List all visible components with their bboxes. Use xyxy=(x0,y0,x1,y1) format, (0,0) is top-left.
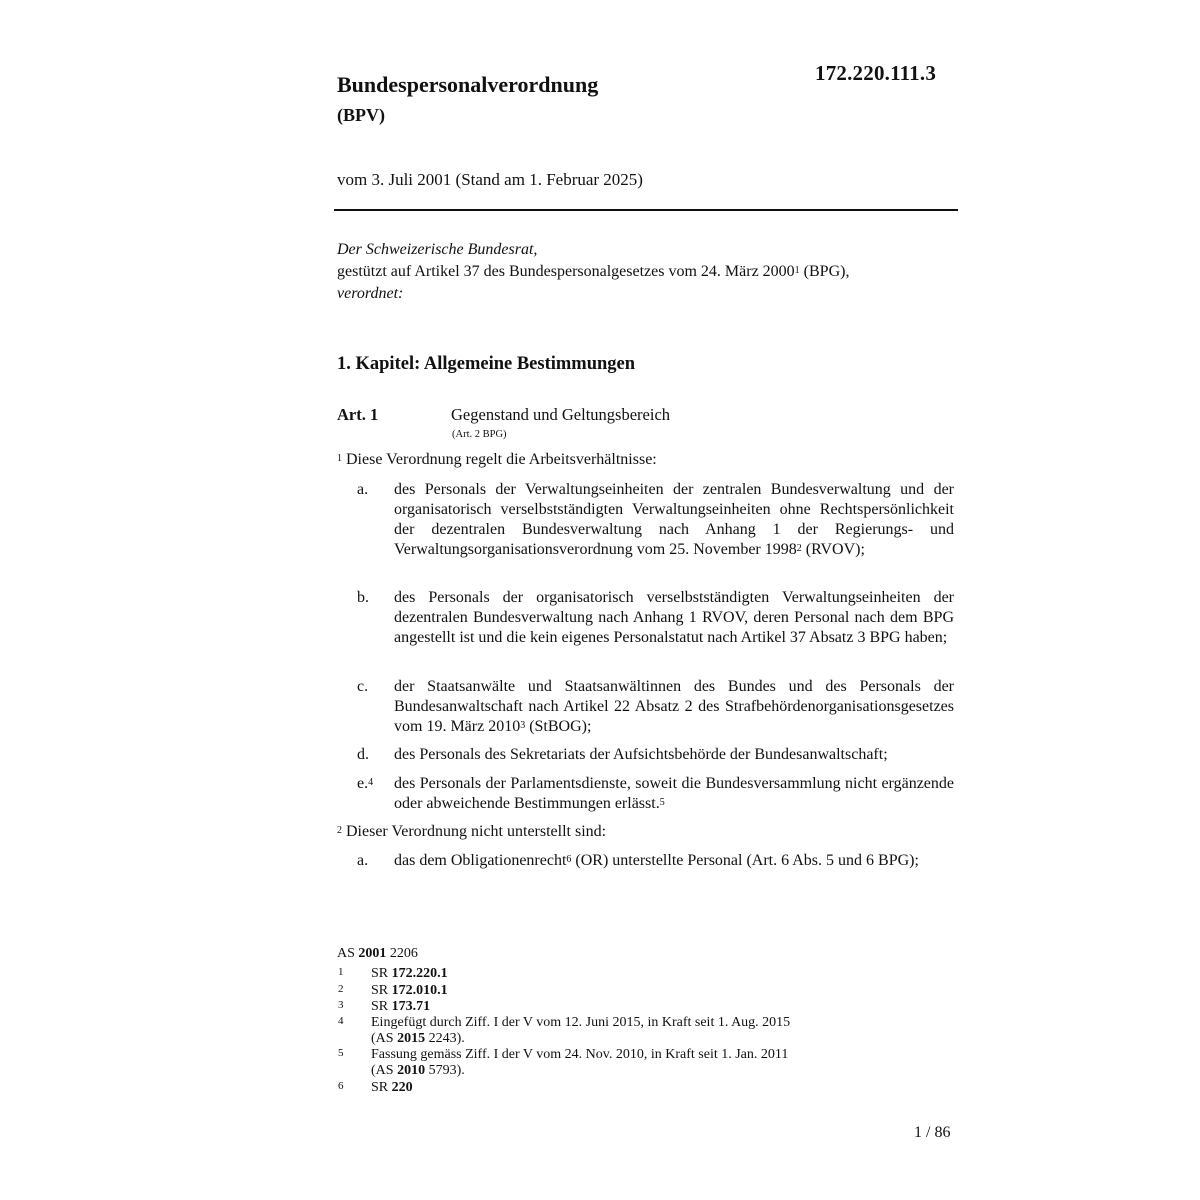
list-item: des Personals des Sekretariats der Aufsichtsbehörde der Bundesanwaltschaft; xyxy=(394,746,888,763)
footnote: SR 220 xyxy=(371,1080,413,1095)
footnote: SR 172.010.1 xyxy=(371,983,448,998)
footnote-number: 2 xyxy=(338,983,344,995)
document-date: vom 3. Juli 2001 (Stand am 1. Februar 2025) xyxy=(337,170,643,189)
header-divider xyxy=(334,209,958,211)
sr-link[interactable]: 173.71 xyxy=(391,999,431,1014)
article-title: Gegenstand und Geltungsbereich xyxy=(451,405,671,424)
article-number: Art. 1 xyxy=(337,405,379,424)
article-reference: (Art. 2 BPG) xyxy=(452,429,507,440)
document-abbreviation: (BPV) xyxy=(337,105,385,125)
list-item: das dem Obligationenrecht$^6$ (OR) unterstellte Personal (Art. 6 Abs. 5 und 6 BPG); xyxy=(394,852,919,869)
list-item: der Staatsanwälte und Staatsanwältinnen des Bundes und des Personals der Bundesanwaltschaft nach Artikel 22 Absatz 2 des Strafbehördenorganisationsgesetzes vom 19. März 2010$^3$ (StBOG); xyxy=(394,678,954,735)
as-link[interactable]: 2010 xyxy=(397,1063,426,1078)
footnote-ref[interactable]: 3 xyxy=(520,720,526,731)
sr-link[interactable]: 172.220.1 xyxy=(391,966,448,981)
list-item-label: d. xyxy=(357,746,369,763)
preamble xyxy=(337,239,957,305)
paragraph-1: $^1$ Diese Verordnung regelt die Arbeitsverhältnisse: xyxy=(337,451,657,468)
footnote-number: 4 xyxy=(338,1015,344,1027)
document-title: Bundespersonalverordnung xyxy=(337,72,599,97)
as-link[interactable]: 2015 xyxy=(397,1031,426,1046)
preamble-basis: gestützt auf Artikel 37 des Bundespersonalgesetzes vom 24. März 2000$^1$ (BPG), xyxy=(337,263,850,280)
list-item-label: b. xyxy=(357,589,369,606)
footnote-ref[interactable]: 5 xyxy=(659,797,665,808)
list-item: des Personals der Parlamentsdienste, soweit die Bundesversammlung nicht ergänzende oder abweichende Bestimmungen erlässt.$^5$ xyxy=(394,775,954,812)
footnote: SR 172.220.1 xyxy=(371,966,448,981)
chapter-heading: 1. Kapitel: Allgemeine Bestimmungen xyxy=(337,354,636,374)
footnote-ref[interactable]: 2 xyxy=(796,543,802,554)
page-number: 1 / 86 xyxy=(914,1124,951,1141)
list-item-label: a. xyxy=(357,852,369,869)
footnote-number: 5 xyxy=(338,1047,344,1059)
paragraph-2: $^2$ Dieser Verordnung nicht unterstellt sind: xyxy=(337,823,607,840)
sr-number: 172.220.111.3 xyxy=(815,61,937,85)
list-item-label: c. xyxy=(357,678,369,695)
list-item: des Personals der Verwaltungseinheiten der zentralen Bundesverwaltung und der organisatorisch verselbstständigten Verwaltungseinheiten ohne Rechtspersönlichkeit der dezentralen Bundesverwaltung nach Anhang 1 der Regierungs- und Verwaltungsorganisationsverordnung vom 25. November 1998$^2$ (RVOV); xyxy=(394,481,954,558)
preamble-decree: verordnet: xyxy=(337,285,404,302)
sr-link[interactable]: 220 xyxy=(391,1080,413,1095)
sr-link[interactable]: 172.010.1 xyxy=(391,983,448,998)
footnote-number: 1 xyxy=(338,966,344,978)
list-item: des Personals der organisatorisch verselbstständigten Verwaltungseinheiten der dezentralen Bundesverwaltung nach Anhang 1 RVOV, deren Personal nach dem BPG angestellt ist und die kein eigenes Personalstatut nach Artikel 37 Absatz 3 BPG haben; xyxy=(394,589,954,646)
footnote-ref[interactable]: 1 xyxy=(794,265,800,276)
footnote: Eingefügt durch Ziff. I der V vom 12. Juni 2015, in Kraft seit 1. Aug. 2015 (AS 2015 2243). xyxy=(371,1015,791,1046)
list-item-label: e.$^4$ xyxy=(357,775,374,792)
footnote-ref[interactable]: 4 xyxy=(368,777,374,788)
footnote-number: 3 xyxy=(338,999,344,1011)
footnote-number: 6 xyxy=(338,1080,344,1092)
as-reference: AS 2001 2206 xyxy=(337,946,418,961)
preamble-authority: Der Schweizerische Bundesrat, xyxy=(337,241,538,258)
footnote: Fassung gemäss Ziff. I der V vom 24. Nov. 2010, in Kraft seit 1. Jan. 2011 (AS 2010 5793). xyxy=(371,1047,789,1078)
list-item-label: a. xyxy=(357,481,369,498)
footnote-ref[interactable]: 6 xyxy=(566,854,572,865)
footnote: SR 173.71 xyxy=(371,999,431,1014)
